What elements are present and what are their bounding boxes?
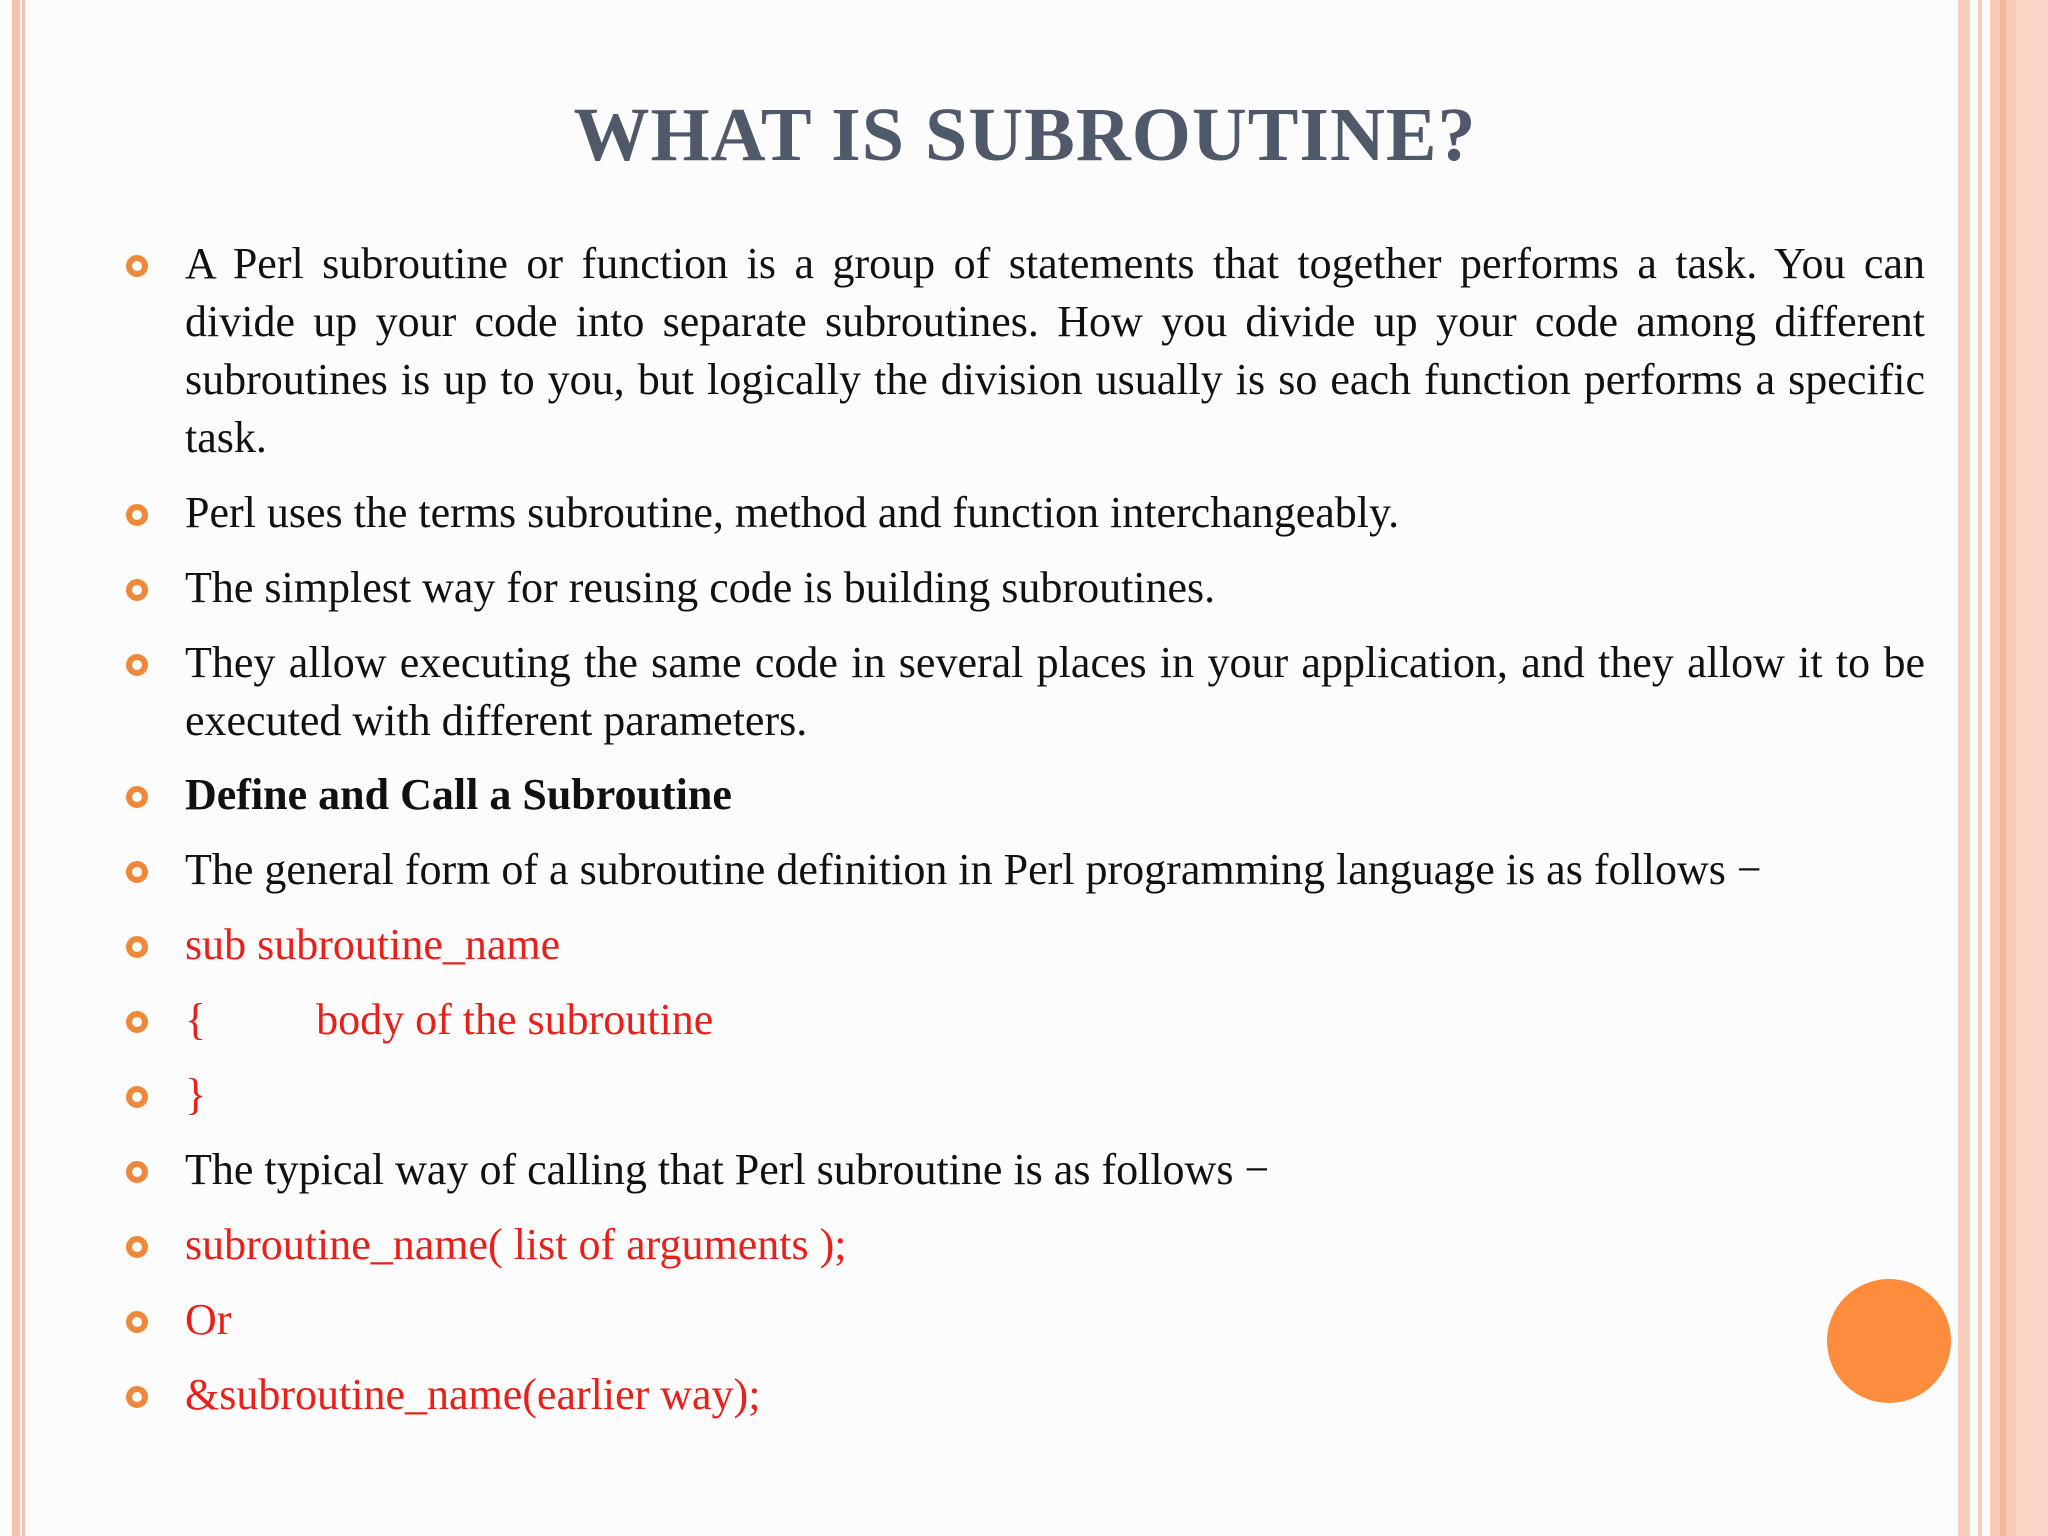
code-line: subroutine_name( list of arguments ); — [185, 1220, 847, 1269]
bullet-icon — [126, 861, 148, 883]
bullet-icon — [126, 255, 148, 277]
bullet-icon — [126, 1161, 148, 1183]
bullet-text: They allow executing the same code in several places in your application, and they allow it to be executed with different parameters. — [185, 638, 1925, 745]
bullet-icon — [126, 936, 148, 958]
bullet-text: The general form of a subroutine definition in Perl programming language is as follows − — [185, 845, 1762, 894]
bullet-icon — [126, 1311, 148, 1333]
bullet-icon — [126, 1386, 148, 1408]
code-line: { body of the subroutine — [185, 995, 714, 1044]
code-line: Or — [185, 1295, 232, 1344]
bullet-icon — [126, 1086, 148, 1108]
bullet-icon — [126, 1011, 148, 1033]
code-line: sub subroutine_name — [185, 920, 561, 969]
orange-circle-decoration — [1827, 1279, 1951, 1403]
bullet-icon — [126, 579, 148, 601]
bullet-text: A Perl subroutine or function is a group of statements that together performs a task. You can divide up your code into separate subroutines. How you divide up your code among different subroutines is up to you, but logically the division usually is so each function performs a specific task. — [185, 239, 1925, 462]
code-line: &subroutine_name(earlier way); — [185, 1370, 761, 1419]
slide-title: WHAT IS SUBROUTINE? — [573, 93, 1477, 177]
bullet-text: The typical way of calling that Perl subroutine is as follows − — [185, 1145, 1270, 1194]
bullet-text: The simplest way for reusing code is building subroutines. — [185, 563, 1216, 612]
bullet-icon — [126, 504, 148, 526]
bullet-icon — [126, 1236, 148, 1258]
code-line: } — [185, 1070, 207, 1119]
bullet-text-heading: Define and Call a Subroutine — [185, 770, 732, 819]
bullet-icon — [126, 654, 148, 676]
bullet-icon — [126, 786, 148, 808]
bullet-text: Perl uses the terms subroutine, method and function interchangeably. — [185, 488, 1400, 537]
